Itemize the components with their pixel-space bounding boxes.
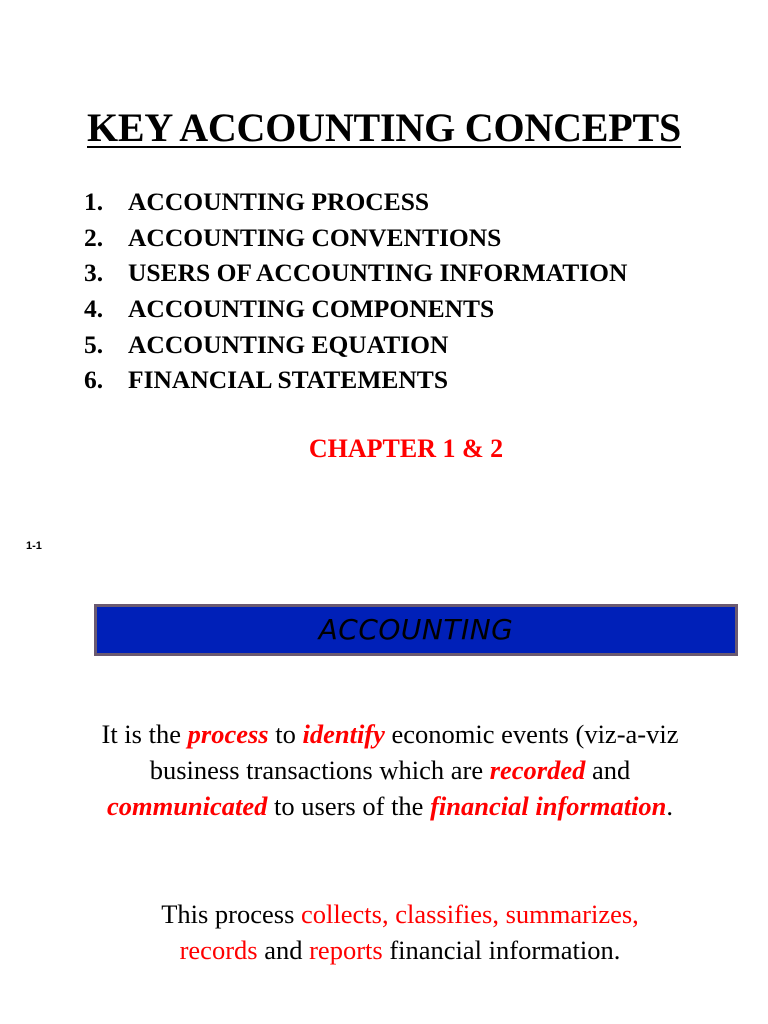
highlight-financial-information: financial information (430, 791, 667, 821)
definition-text: . (666, 791, 674, 821)
process-text: financial information. (382, 935, 621, 965)
list-item-number: 3. (84, 258, 104, 288)
highlight-recorded: recorded (489, 755, 586, 785)
list-item-label: ACCOUNTING PROCESS (128, 187, 430, 216)
highlight-records: records (179, 935, 258, 965)
list-item-label: ACCOUNTING COMPONENTS (128, 294, 495, 324)
list-item-number: 4. (84, 294, 104, 324)
highlight-reports: reports (309, 935, 383, 965)
list-item (84, 220, 627, 256)
process-text: and (257, 935, 310, 965)
list-item (84, 362, 627, 398)
highlight-verbs: collects, classifies, summarizes, (301, 899, 639, 929)
list-item-number: 5. (84, 329, 104, 359)
concept-list (84, 184, 627, 398)
process-text: This process (161, 899, 302, 929)
list-item (84, 184, 627, 220)
list-item-label: ACCOUNTING CONVENTIONS (128, 222, 502, 252)
list-item (84, 291, 627, 327)
definition-text: It is the (101, 719, 188, 749)
list-item-number: 6. (84, 365, 104, 395)
accounting-banner (94, 604, 738, 656)
definition-text: and (585, 755, 631, 785)
definition-text: to users of the (267, 791, 431, 821)
definition-text: to (268, 719, 303, 749)
definition-text: economic events (viz-a-viz business transactions which are (149, 719, 679, 785)
definition-paragraph (60, 716, 720, 824)
highlight-identify: identify (302, 719, 385, 749)
list-item (84, 327, 627, 363)
highlight-communicated: communicated (106, 791, 268, 821)
process-paragraph (40, 896, 760, 968)
highlight-process: process (187, 719, 269, 749)
slide-number: 1-1 (26, 540, 42, 552)
list-item-label: USERS OF ACCOUNTING INFORMATION (128, 258, 628, 288)
chapter-label: CHAPTER 1 & 2 (308, 434, 504, 463)
list-item-number: 2. (84, 222, 104, 252)
list-item-label: ACCOUNTING EQUATION (128, 329, 449, 359)
list-item-label: FINANCIAL STATEMENTS (128, 365, 448, 395)
list-item-number: 1. (84, 187, 104, 216)
slide-title: KEY ACCOUNTING CONCEPTS (87, 105, 681, 150)
list-item (84, 255, 627, 291)
banner-title: ACCOUNTING (318, 613, 514, 646)
